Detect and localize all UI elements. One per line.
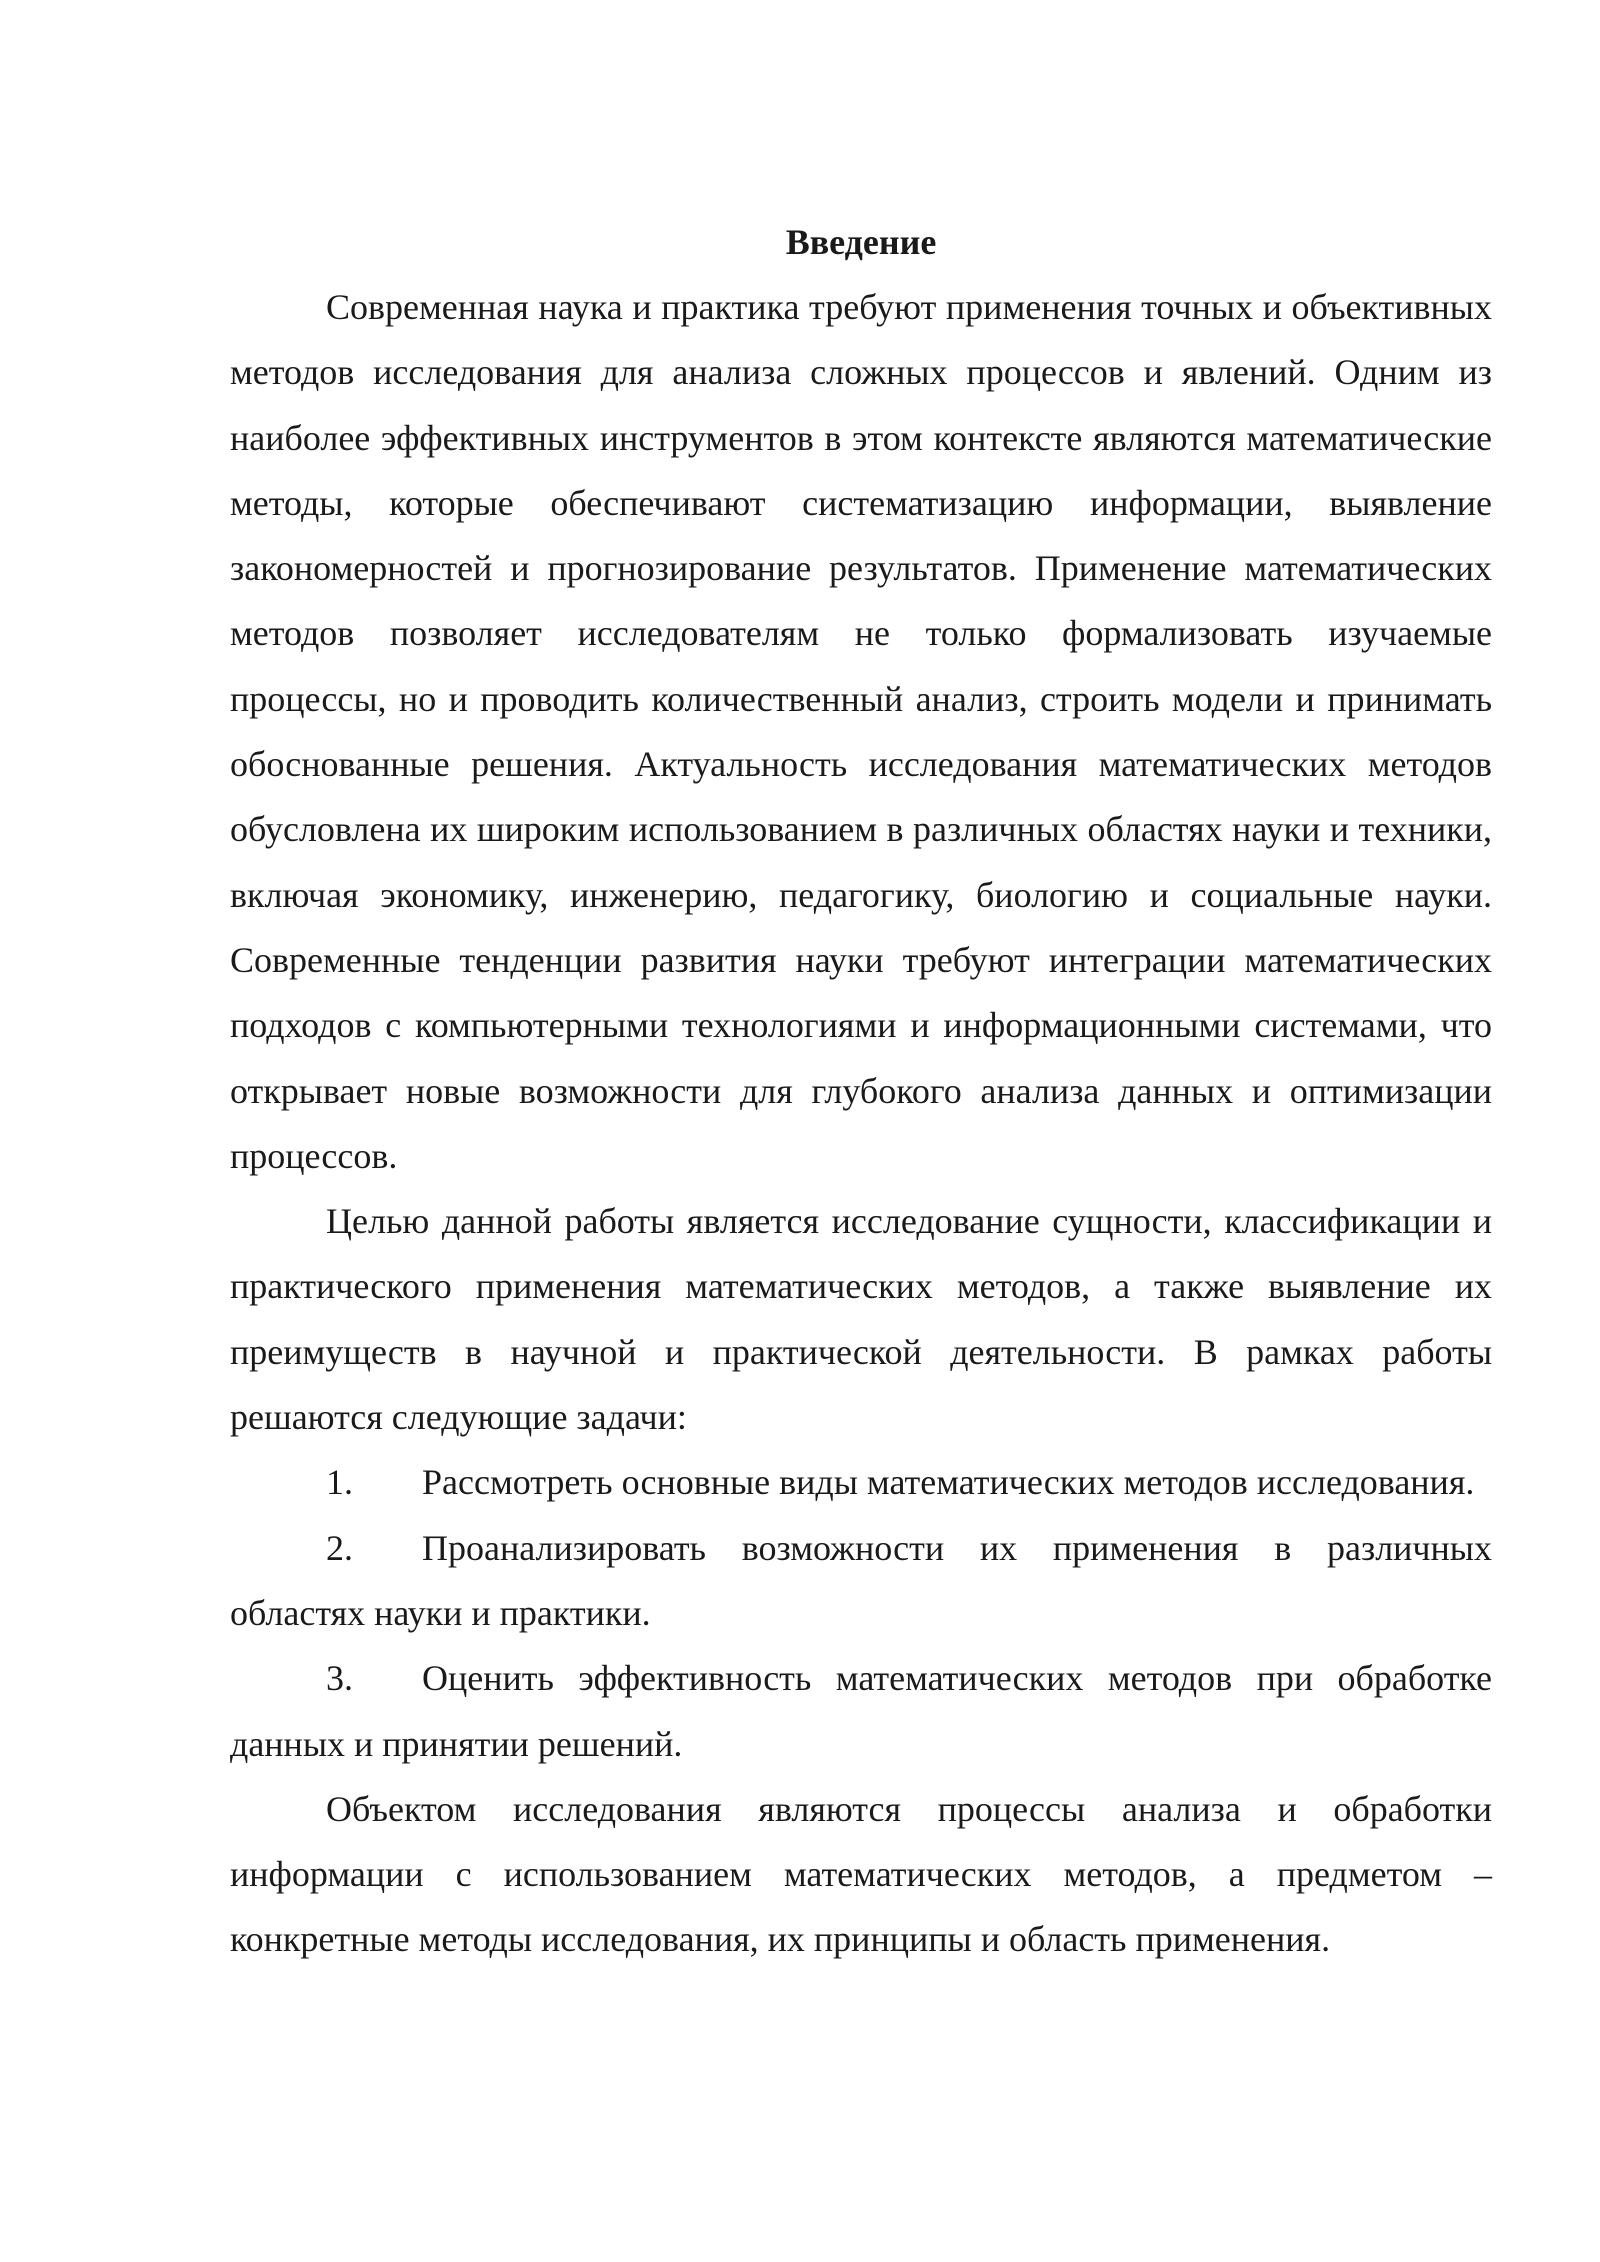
task-text: Рассмотреть основные виды математических методов исследования. <box>422 1462 1475 1503</box>
task-item-1 <box>230 1450 1492 1515</box>
intro-paragraph: Современная наука и практика требуют применения точных и объективных методов исследования для анализа сложных процессов и явлений. Одним из наиболее эффективных инструментов в этом контексте являются математические методы, которые обеспечивают систематизацию информации, выявление закономерностей и прогнозирование результатов. Применение математических методов позволяет исследователям не только формализовать изучаемые процессы, но и проводить количественный анализ, строить модели и принимать обоснованные решения. Актуальность исследования математических методов обусловлена их широким использованием в различных областях науки и техники, включая экономику, инженерию, педагогику, биологию и социальные науки. Современные тенденции развития науки требуют интеграции математических подходов с компьютерными технологиями и информационными системами, что открывает новые возможности для глубокого анализа данных и оптимизации процессов. <box>230 287 1492 1176</box>
object-subject-paragraph: Объектом исследования являются процессы анализа и обработки информации с использованием математических методов, а предметом – конкретные методы исследования, их принципы и область применения. <box>230 1788 1492 1960</box>
task-text: Проанализировать возможности их применения в различных областях науки и практики. <box>230 1527 1492 1633</box>
task-item-3 <box>230 1646 1492 1777</box>
goal-paragraph: Целью данной работы является исследование сущности, классификации и практического применения математических методов, а также выявление их преимуществ в научной и практической деятельности. В рамках работы решаются следующие задачи: <box>230 1201 1492 1438</box>
task-text: Оценить эффективность математических методов при обработке данных и принятии решений. <box>230 1658 1492 1764</box>
section-heading: Введение <box>785 222 937 262</box>
task-number: 1. <box>326 1462 353 1503</box>
task-number: 2. <box>326 1527 353 1568</box>
task-number: 3. <box>326 1658 353 1699</box>
document-body <box>230 210 1492 1973</box>
task-item-2 <box>230 1516 1492 1647</box>
